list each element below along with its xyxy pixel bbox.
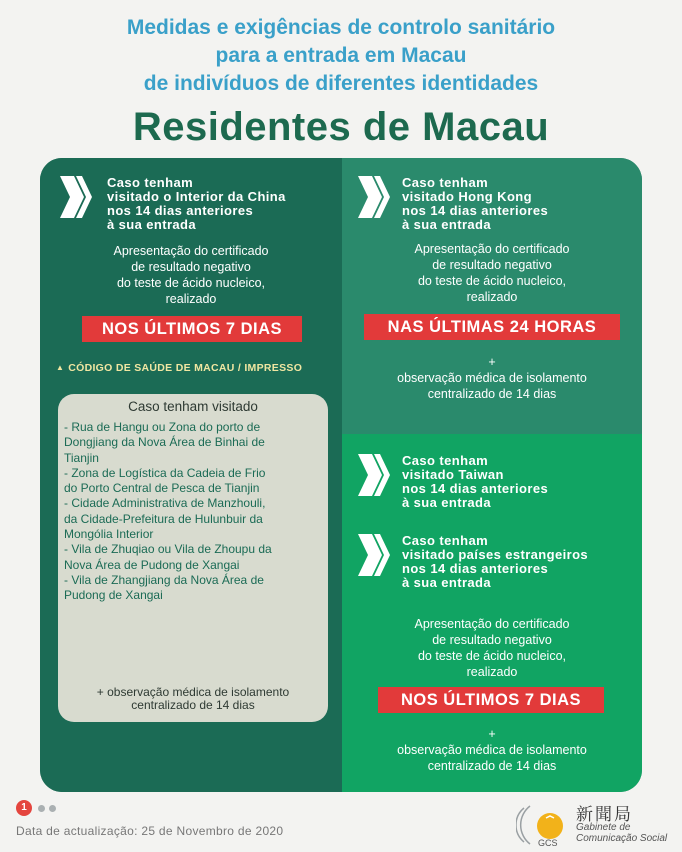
logo-portuguese-name xyxy=(576,822,667,844)
health-code-text: CÓDIGO DE SAÚDE DE MACAU / IMPRESSO xyxy=(68,362,303,374)
section-taiwan-foreign xyxy=(342,434,642,792)
case-line: visitado Hong Kong xyxy=(402,189,532,204)
case-line: nos 14 dias anteriores xyxy=(402,481,549,496)
desc-line: de resultado negativo xyxy=(432,633,552,647)
double-chevron-right-icon xyxy=(356,452,396,498)
case-line: Caso tenham xyxy=(402,533,489,548)
foot-line: centralizado de 14 dias xyxy=(131,698,255,712)
case-line: Caso tenham xyxy=(402,175,489,190)
logo-mark: GCS xyxy=(538,838,558,848)
logo-pt-line: Comunicação Social xyxy=(576,833,668,844)
gcs-logo xyxy=(512,796,682,852)
panel-title: Caso tenham visitado xyxy=(128,399,258,414)
case-foreign-title xyxy=(402,534,588,590)
certificate-description xyxy=(342,241,642,305)
case-hong-kong-title xyxy=(402,176,548,232)
case-line: à sua entrada xyxy=(402,575,492,590)
triangle-icon: ▲ xyxy=(56,363,65,372)
isolation-note xyxy=(342,354,642,402)
case-line: visitado países estrangeiros xyxy=(402,547,589,562)
badge-7-days: NOS ÚLTIMOS 7 DIAS xyxy=(378,687,604,713)
plus-line: centralizado de 14 dias xyxy=(427,387,557,401)
certificate-description xyxy=(342,616,642,680)
case-line: Caso tenham xyxy=(402,453,489,468)
desc-line: Apresentação do certificado xyxy=(113,244,269,258)
case-line: nos 14 dias anteriores xyxy=(402,561,549,576)
case-taiwan-title xyxy=(402,454,548,510)
list-item: da Cidade-Prefeitura de Hulunbuir da xyxy=(64,511,263,526)
case-line: à sua entrada xyxy=(402,495,492,510)
case-line: à sua entrada xyxy=(107,217,197,232)
case-line: nos 14 dias anteriores xyxy=(402,203,549,218)
list-item: Nova Área de Pudong de Xangai xyxy=(64,557,240,572)
double-chevron-right-icon xyxy=(356,532,396,578)
case-line: Caso tenham xyxy=(107,175,194,190)
case-line: nos 14 dias anteriores xyxy=(107,203,254,218)
desc-line: realizado xyxy=(466,665,518,679)
desc-line: Apresentação do certificado xyxy=(414,617,570,631)
list-item: - Zona de Logística da Cadeia de Frio xyxy=(64,465,266,480)
section-mainland-china xyxy=(40,158,342,792)
list-item: Mongólia Interior xyxy=(64,527,154,542)
plus-line: centralizado de 14 dias xyxy=(427,759,557,773)
list-item: - Cidade Administrativa de Manzhouli, xyxy=(64,496,266,511)
desc-line: realizado xyxy=(466,290,518,304)
plus-line: + xyxy=(488,355,496,369)
measures-card xyxy=(40,158,642,792)
isolation-note xyxy=(342,726,642,774)
page-dot[interactable] xyxy=(38,805,45,812)
case-mainland-title xyxy=(107,176,286,232)
case-line: à sua entrada xyxy=(402,217,492,232)
desc-line: de resultado negativo xyxy=(432,258,552,272)
page-dot[interactable] xyxy=(49,805,56,812)
list-item: - Vila de Zhuqiao ou Vila de Zhoupu da xyxy=(64,542,272,557)
list-item: Pudong de Xangai xyxy=(64,588,163,603)
visited-areas-panel xyxy=(58,394,328,722)
update-date: Data de actualização: 25 de Novembro de 2020 xyxy=(16,824,284,838)
logo-pt-line: Gabinete de xyxy=(576,822,631,833)
badge-7-days: NOS ÚLTIMOS 7 DIAS xyxy=(82,316,302,342)
list-item: Dongjiang da Nova Área de Binhai de xyxy=(64,435,265,450)
desc-line: de resultado negativo xyxy=(131,260,251,274)
double-chevron-right-icon xyxy=(356,174,396,220)
desc-line: do teste de ácido nucleico, xyxy=(116,276,266,290)
list-item: - Vila de Zhangjiang da Nova Área de xyxy=(64,572,264,587)
logo-chinese-name: 新聞局 xyxy=(576,805,633,825)
foot-line: + observação médica de isolamento xyxy=(96,685,290,699)
header-line-3: de indivíduos de diferentes identidades xyxy=(143,72,539,95)
plus-line: + xyxy=(488,727,496,741)
double-chevron-right-icon xyxy=(58,174,98,220)
list-item: do Porto Central de Pesca de Tianjin xyxy=(64,481,260,496)
badge-24-hours: NAS ÚLTIMAS 24 HORAS xyxy=(364,314,620,340)
list-item: - Rua de Hangu ou Zona do porto de xyxy=(64,420,261,434)
case-line: visitado Taiwan xyxy=(402,467,504,482)
plus-line: observação médica de isolamento xyxy=(397,743,587,757)
page-dot-active[interactable]: 1 xyxy=(16,800,32,816)
header-line-1: Medidas e exigências de controlo sanitário xyxy=(126,16,556,39)
header-line-2: para a entrada em Macau xyxy=(215,44,467,67)
header xyxy=(0,14,682,152)
panel-isolation-note xyxy=(58,686,328,712)
visited-areas-list xyxy=(64,420,328,604)
plus-line: observação médica de isolamento xyxy=(397,371,587,385)
desc-line: realizado xyxy=(165,292,217,306)
section-hong-kong xyxy=(342,158,642,434)
health-code-label xyxy=(56,362,336,374)
desc-line: do teste de ácido nucleico, xyxy=(417,274,567,288)
case-line: visitado o Interior da China xyxy=(107,189,286,204)
list-item: Tianjin xyxy=(64,450,99,465)
page-title: Residentes de Macau xyxy=(132,105,550,149)
certificate-description xyxy=(40,243,342,307)
gcs-emblem-icon xyxy=(516,802,572,848)
desc-line: Apresentação do certificado xyxy=(414,242,570,256)
desc-line: do teste de ácido nucleico, xyxy=(417,649,567,663)
